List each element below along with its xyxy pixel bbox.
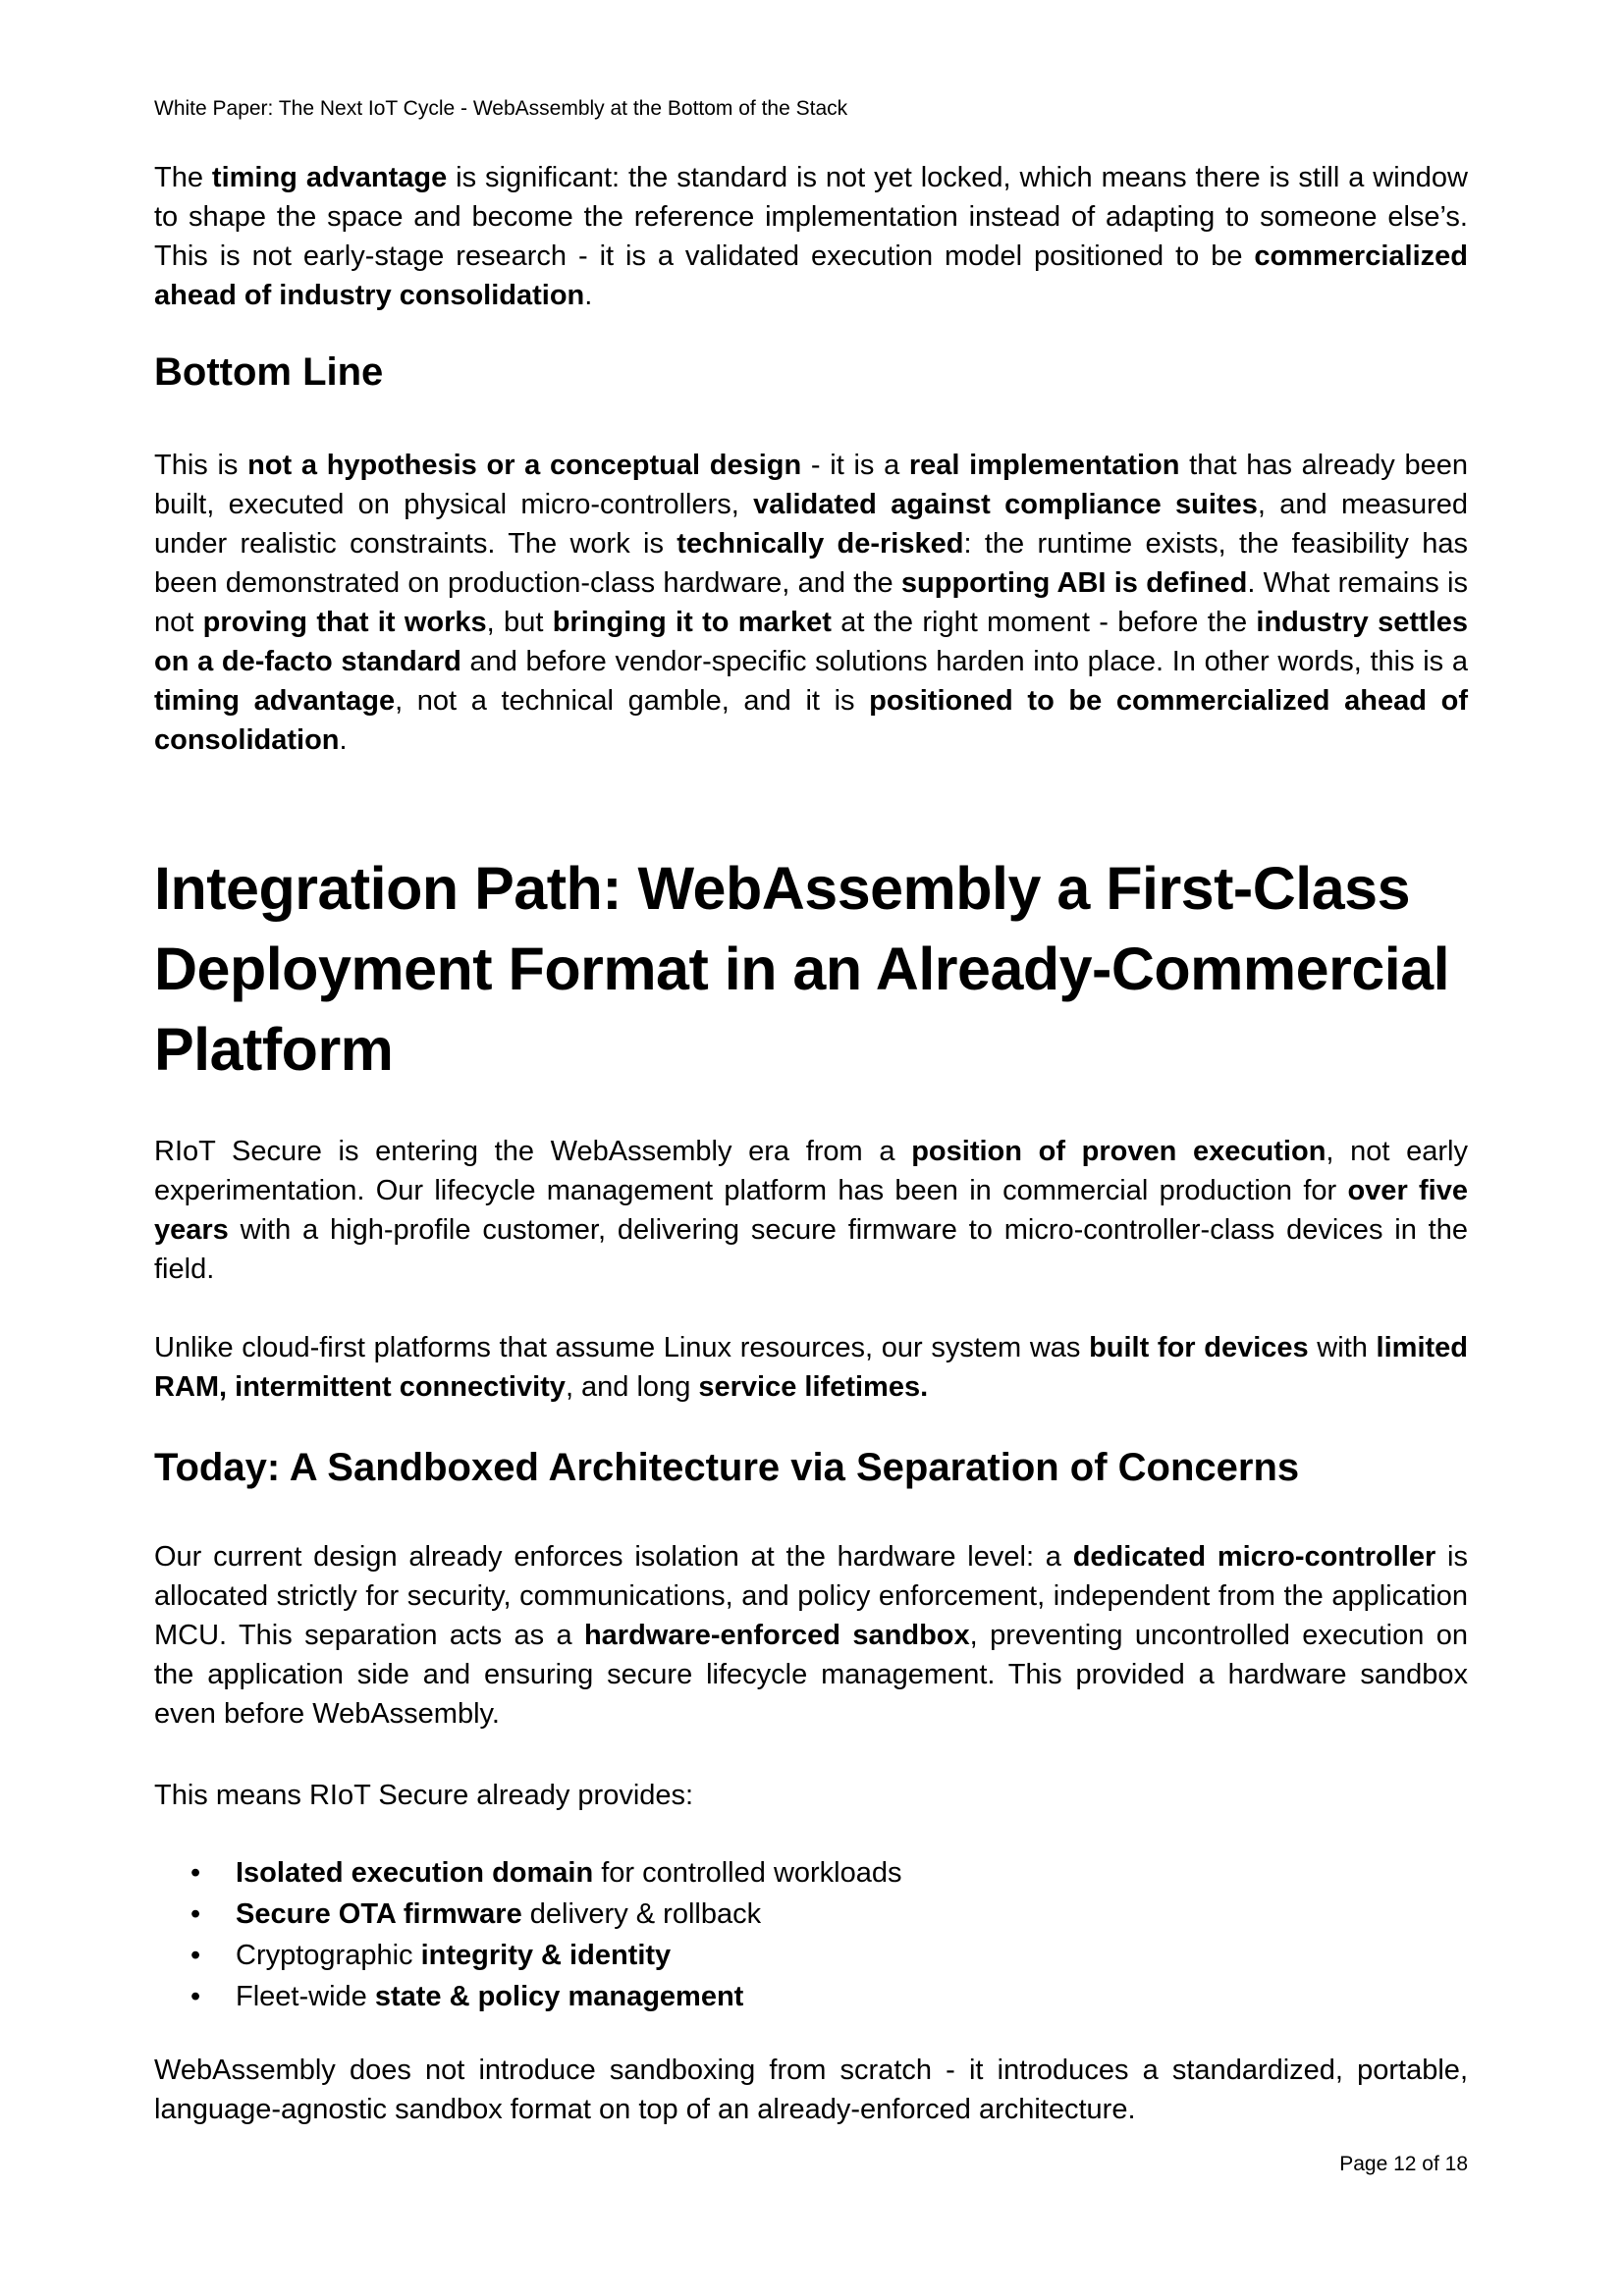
list-item (154, 1935, 1468, 1976)
list-item-text: Isolated execution domain for controlled workloads (236, 1857, 902, 1889)
paragraph-wasm-sandbox: WebAssembly does not introduce sandboxing from scratch - it introduces a standardized, portable, language-agnostic sandbox format on top of an already-enforced architecture. (154, 2055, 1468, 2125)
heading-bottom-line: Bottom Line (154, 350, 384, 394)
capabilities-list (154, 1852, 1468, 2017)
list-item-text: Fleet-wide state & policy management (236, 1981, 744, 2012)
paragraph-unlike-cloud-first: Unlike cloud-first platforms that assume Linux resources, our system was built for devices with limited RAM, intermittent connectivity, and long service lifetimes. (154, 1332, 1469, 1403)
bullet-icon: • (190, 1940, 201, 1971)
paragraph-already-provides: This means RIoT Secure already provides: (154, 1780, 694, 1811)
paragraph-riot-secure: RIoT Secure is entering the WebAssembly era from a position of proven execution, not early experimentation. Our lifecycle management platform has been in commercial production for over five years with a high-profile customer, delivering secure firmware to micro-controller-class devices in the field. (154, 1136, 1469, 1285)
paragraph-timing-advantage: The timing advantage is significant: the standard is not yet locked, which means there is still a window to shape the space and become the reference implementation instead of adapting to someone else’s. This is not early-stage research - it is a validated execution model positioned to be commercialized ahead of industry consolidation. (154, 162, 1468, 311)
bullet-icon: • (190, 1857, 201, 1889)
list-item (154, 1976, 1468, 2017)
paragraph-current-design: Our current design already enforces isolation at the hardware level: a dedicated micro-controller is allocated strictly for security, communications, and policy enforcement, independent from the application MCU. This separation acts as a hardware-enforced sandbox, preventing uncontrolled execution on the application side and ensuring secure lifecycle management. This provided a hardware sandbox even before WebAssembly. (154, 1541, 1468, 1730)
page-number: Page 12 of 18 (1339, 2153, 1468, 2175)
paragraph-bottom-line: This is not a hypothesis or a conceptual design - it is a real implementation that has already been built, executed on physical micro-controllers, validated against compliance suites, and measured under realistic constraints. The work is technically de-risked: the runtime exists, the feasibility has been demonstrated on production-class hardware, and the supporting ABI is defined. What remains is not proving that it works, but bringing it to market at the right moment - before the industry settles on a de-facto standard and before vendor-specific solutions harden into place. In other words, this is a timing advantage, not a technical gamble, and it is positioned to be commercialized ahead of consolidation. (154, 450, 1469, 756)
bullet-icon: • (190, 1981, 201, 2012)
bullet-icon: • (190, 1898, 201, 1930)
heading-integration-path: Integration Path: WebAssembly a First-Class Deployment Format in an Already-Commercial Platform (154, 855, 1450, 1083)
list-item (154, 1852, 1468, 1894)
list-item-text: Secure OTA firmware delivery & rollback (236, 1898, 762, 1930)
list-item-text: Cryptographic integrity & identity (236, 1940, 672, 1971)
running-header: White Paper: The Next IoT Cycle - WebAssembly at the Bottom of the Stack (154, 97, 848, 120)
list-item (154, 1894, 1468, 1935)
heading-today-sandboxed-architecture: Today: A Sandboxed Architecture via Separation of Concerns (154, 1446, 1300, 1489)
